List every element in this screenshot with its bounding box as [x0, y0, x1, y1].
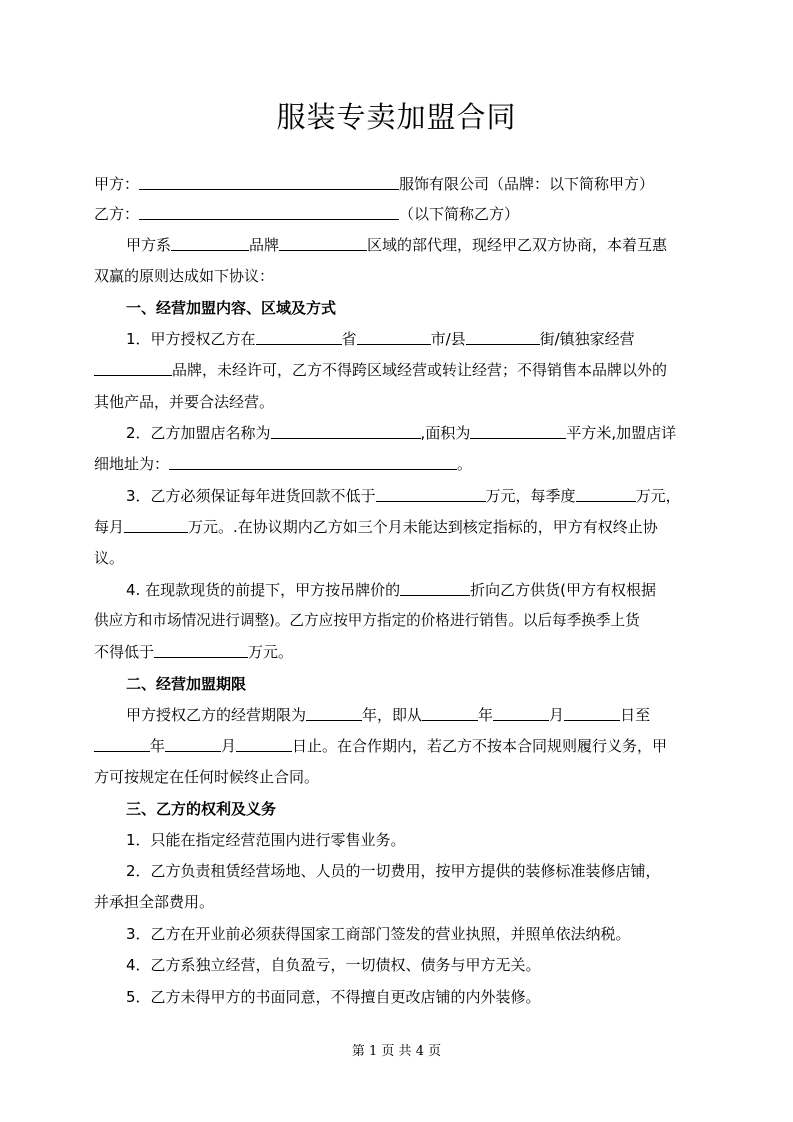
- clause-text: 年: [150, 737, 166, 755]
- clause-text: 街/镇独家经营: [539, 330, 635, 348]
- clause-text: 日至: [620, 706, 651, 724]
- discount-blank[interactable]: [400, 580, 470, 596]
- clause-text: 年，即从: [362, 706, 423, 724]
- clause-1-4-line-3: [94, 641, 704, 663]
- party-b-blank[interactable]: [139, 204, 399, 220]
- intro-line-2: 双赢的原则达成如下协议：: [94, 267, 275, 285]
- clause-1-2-line-2: [94, 453, 704, 475]
- clause-text: 月: [549, 706, 565, 724]
- start-month-blank[interactable]: [493, 705, 549, 721]
- clause-text: 4. 在现款现货的前提下，甲方按吊牌价的: [126, 581, 401, 599]
- contract-title: 服装专卖加盟合同: [276, 100, 517, 134]
- clause-text: ,面积为: [420, 424, 471, 442]
- term-line-1: [126, 704, 704, 726]
- clause-text: 市/县: [430, 330, 466, 348]
- party-a-label: 甲方：: [94, 175, 140, 193]
- clause-3-2-line-1: 2．乙方负责租赁经营场地、人员的一切费用，按甲方提供的装修标准装修店铺，: [126, 862, 661, 880]
- page-footer: 第 1 页 共 4 页: [351, 1044, 442, 1059]
- intro-text: 甲方系: [126, 236, 172, 254]
- clause-text: 万元。.在协议期内乙方如三个月未能达到核定指标的，甲方有权终止协: [188, 518, 658, 536]
- region-blank[interactable]: [279, 235, 367, 251]
- clause-text: 不得低于: [94, 643, 155, 661]
- clause-text: 月: [221, 737, 237, 755]
- start-year-blank[interactable]: [422, 705, 478, 721]
- clause-text: 品牌，未经许可，乙方不得跨区域经营或转让经营；不得销售本品牌以外的: [172, 361, 668, 379]
- clause-text: 省: [341, 330, 357, 348]
- clause-text: 2．乙方加盟店名称为: [126, 424, 271, 442]
- section-1-heading: 一、经营加盟内容、区域及方式: [126, 299, 337, 317]
- clause-text: 折向乙方供货(甲方有权根据: [470, 581, 656, 599]
- clause-text: 。: [457, 455, 473, 473]
- address-blank[interactable]: [169, 454, 457, 470]
- clause-1-3-line-1: [126, 485, 704, 507]
- brand-blank[interactable]: [94, 360, 172, 376]
- section-3-heading: 三、乙方的权利及义务: [126, 800, 277, 818]
- clause-1-4-line-2: 供应方和市场情况进行调整)。乙方应按甲方指定的价格进行销售。以后每季换季上货: [94, 612, 640, 629]
- party-a-blank[interactable]: [139, 174, 399, 190]
- clause-text: 万元，每季度: [485, 487, 576, 505]
- clause-1-1-line-3: 其他产品，并要合法经营。: [94, 393, 275, 411]
- end-day-blank[interactable]: [236, 736, 292, 752]
- party-b-line: [94, 203, 704, 225]
- clause-text: 万元，: [635, 487, 681, 505]
- term-line-3: 方可按规定在任何时候终止合同。: [94, 768, 320, 786]
- clause-1-3-line-3: 议。: [94, 549, 125, 567]
- street-blank[interactable]: [466, 329, 540, 345]
- clause-text: 平方米,加盟店详: [566, 424, 677, 442]
- party-a-suffix: 服饰有限公司（品牌：以下简称甲方）: [399, 175, 655, 193]
- clause-3-3: 3．乙方在开业前必须获得国家工商部门签发的营业执照，并照单依法纳税。: [126, 925, 631, 943]
- start-day-blank[interactable]: [564, 705, 620, 721]
- yearly-amount-blank[interactable]: [376, 486, 486, 502]
- clause-1-1-line-2: [94, 359, 704, 381]
- clause-text: 3．乙方必须保证每年进货回款不低于: [126, 487, 376, 505]
- province-blank[interactable]: [256, 329, 342, 345]
- clause-3-2-line-2: 并承担全部费用。: [94, 893, 215, 911]
- party-b-label: 乙方：: [94, 205, 140, 223]
- seasonal-amount-blank[interactable]: [154, 642, 248, 658]
- end-year-blank[interactable]: [94, 736, 150, 752]
- clause-text: 年: [478, 706, 494, 724]
- city-blank[interactable]: [357, 329, 431, 345]
- clause-1-3-line-2: [94, 516, 704, 538]
- clause-3-4: 4．乙方系独立经营，自负盈亏，一切债权、债务与甲方无关。: [126, 956, 541, 974]
- clause-1-4-line-1: [126, 579, 704, 601]
- end-month-blank[interactable]: [165, 736, 221, 752]
- intro-line-1: [126, 234, 704, 256]
- party-a-line: [94, 173, 704, 195]
- clause-text: 每月: [94, 518, 125, 536]
- clause-text: 日止。在合作期内，若乙方不按本合同规则履行义务，甲: [292, 737, 668, 755]
- term-line-2: [94, 735, 704, 757]
- clause-1-1-line-1: [126, 328, 704, 350]
- quarterly-amount-blank[interactable]: [576, 486, 636, 502]
- area-blank[interactable]: [470, 423, 566, 439]
- party-b-suffix: （以下简称乙方）: [399, 205, 520, 223]
- brand-region-blank[interactable]: [171, 235, 249, 251]
- store-name-blank[interactable]: [271, 423, 421, 439]
- monthly-amount-blank[interactable]: [124, 517, 188, 533]
- clause-1-2-line-1: [126, 422, 704, 444]
- clause-text: 甲方授权乙方的经营期限为: [126, 706, 307, 724]
- intro-text: 区域的部代理，现经甲乙双方协商，本着互惠: [367, 236, 668, 254]
- clause-3-1: 1．只能在指定经营范围内进行零售业务。: [126, 831, 406, 849]
- clause-text: 万元。: [248, 643, 294, 661]
- term-years-blank[interactable]: [306, 705, 362, 721]
- clause-3-5: 5．乙方未得甲方的书面同意，不得擅自更改店铺的内外装修。: [126, 988, 541, 1006]
- section-2-heading: 二、经营加盟期限: [126, 675, 247, 693]
- intro-text: 品牌: [249, 236, 280, 254]
- clause-text: 1．甲方授权乙方在: [126, 330, 256, 348]
- clause-text: 细地址为：: [94, 455, 170, 473]
